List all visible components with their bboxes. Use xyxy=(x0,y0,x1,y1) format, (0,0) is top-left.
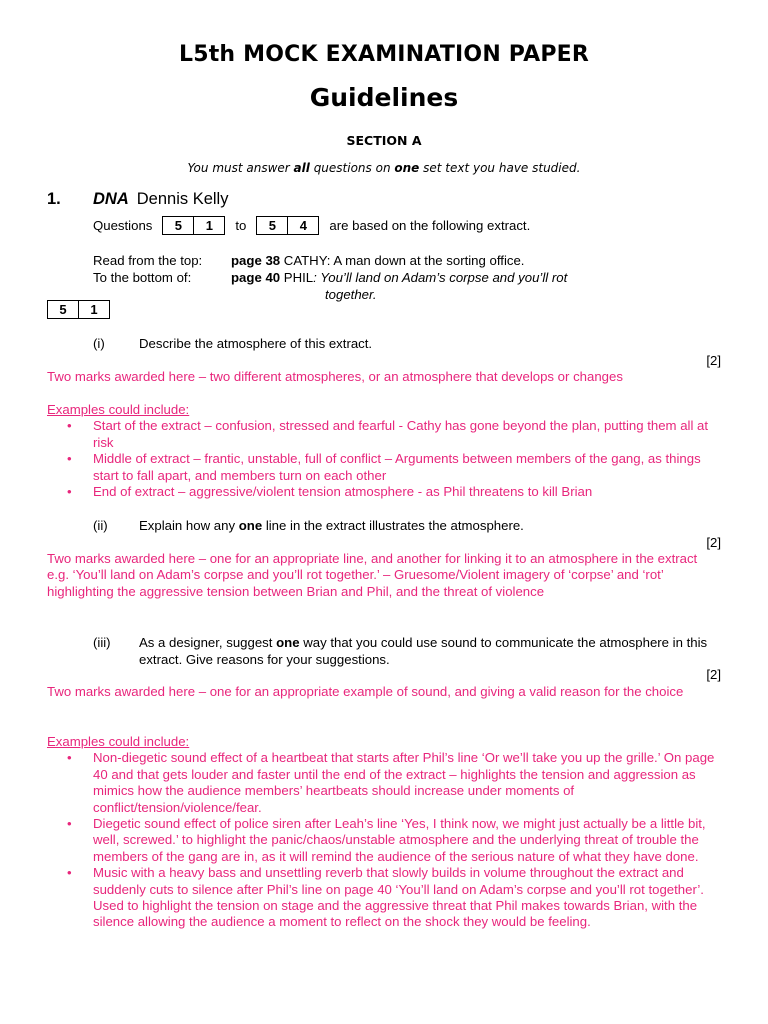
instruction-line: You must answer all questions on one set text you have studied. xyxy=(187,161,581,175)
part-ii-marks: [2] xyxy=(706,535,721,550)
part-i-answer: Two marks awarded here – two different atmospheres, or an atmosphere that develops or changes xyxy=(47,369,623,384)
questions-range: Questions 5 1 to 5 4 are based on the following extract. xyxy=(93,218,531,233)
part-question-box: 5 1 xyxy=(47,300,110,319)
paper-title: L5th MOCK EXAMINATION PAPER xyxy=(178,42,590,67)
list-item: • End of extract – aggressive/violent tension atmosphere - as Phil threatens to kill Brian xyxy=(47,484,723,500)
question-title xyxy=(93,190,228,209)
question-number: 1. xyxy=(47,190,61,208)
part-i-marks: [2] xyxy=(706,353,721,368)
list-item: • Music with a heavy bass and unsettling reverb that slowly builds in volume throughout the extract and suddenly cuts to silence after Phil’s line on page 40 ‘You’ll land on Adam’s corpse and you’ll rot together’. Used to highlight the tension on stage and the aggressive threat that Phil makes towards Brian, with the silence allowing the audience a moment to reflect on the shock they would be feeling. xyxy=(47,865,723,931)
part-iii-question: (iii) As a designer, suggest one way that you could use sound to communicate the atmosphere in this extract. Give reasons for your suggestions. xyxy=(93,635,708,667)
extract-reference: Read from the top: page 38 CATHY: A man down at the sorting office. To the bottom of: page 40 PHIL: You’ll land on Adam’s corpse and you’ll rot together. xyxy=(93,253,568,302)
list-item: • Non-diegetic sound effect of a heartbeat that starts after Phil’s line ‘Or we’ll take you up the grille.’ On page 40 and that gets louder and faster until the end of the extract – highlights the tension and aggression as mimics how the audience members’ heartbeats should increase under moments of conflict/tension/violence/fear. xyxy=(47,750,723,816)
guidelines-heading: Guidelines xyxy=(309,83,459,112)
to-question-box: 5 4 xyxy=(256,216,319,235)
part-ii-question: (ii) Explain how any one line in the extract illustrates the atmosphere. xyxy=(93,518,524,533)
list-item: • Diegetic sound effect of police siren after Leah’s line ‘Yes, I think now, we might just actually be a little bit, well, screwed.’ to highlight the panic/chaos/unstable atmosphere and the underlying threat of trouble the members of the gang are in, as it will remind the audience of the serious nature of what they have done. xyxy=(47,816,723,865)
part-iii-examples: Examples could include: • Non-diegetic sound effect of a heartbeat that starts after Phil’s line ‘Or we’ll take you up the grille.’ On page 40 and that gets louder and faster until the end of the extract – highlights the tension and aggression as mimics how the audience members’ heartbeats should increase under moments of conflict/tension/violence/fear. • Diegetic sound effect of police siren after Leah’s line ‘Yes, I think now, we might just actually be a little bit, well, screwed.’ to highlight the panic/chaos/unstable atmosphere and the underlying threat of trouble the members of the gang are in, as it will remind the audience of the serious nature of what they have done. • Music with a heavy bass and unsettling reverb that slowly builds in volume throughout the extract and suddenly cuts to silence after Phil’s line on page 40 ‘You’ll land on Adam’s corpse and you’ll rot together’. Used to highlight the tension on stage and the aggressive threat that Phil makes towards Brian, with the silence allowing the audience a moment to reflect on the shock they would be feeling. xyxy=(47,734,723,931)
list-item: • Start of the extract – confusion, stressed and fearful - Cathy has gone beyond the plan, putting them all at risk xyxy=(47,418,723,451)
part-iii-answer: Two marks awarded here – one for an appropriate example of sound, and giving a valid reason for the choice xyxy=(47,684,684,699)
set-text-title: DNA xyxy=(93,190,129,208)
from-question-box: 5 1 xyxy=(162,216,225,235)
part-ii-answer: Two marks awarded here – one for an appropriate line, and another for linking it to an atmosphere in the extract e.g. ‘You’ll land on Adam’s corpse and you’ll rot together.’ – Gruesome/Violent imagery of ‘corpse’ and ‘rot’ highlighting the aggressive tension between Brian and Phil, and the threat of violence xyxy=(47,551,698,599)
section-heading: SECTION A xyxy=(346,133,422,148)
part-i-examples: Examples could include: • Start of the extract – confusion, stressed and fearful - Cathy has gone beyond the plan, putting them all at risk • Middle of extract – frantic, unstable, full of conflict – Arguments between members of the gang, as things start to fall apart, and members turn on each other • End of extract – aggressive/violent tension atmosphere - as Phil threatens to kill Brian xyxy=(47,402,723,500)
author-name: Dennis Kelly xyxy=(136,190,229,208)
list-item: • Middle of extract – frantic, unstable, full of conflict – Arguments between members of the gang, as things start to fall apart, and members turn on each other xyxy=(47,451,723,484)
part-iii-marks: [2] xyxy=(706,667,721,682)
part-i-question: (i) Describe the atmosphere of this extract. xyxy=(93,336,373,351)
